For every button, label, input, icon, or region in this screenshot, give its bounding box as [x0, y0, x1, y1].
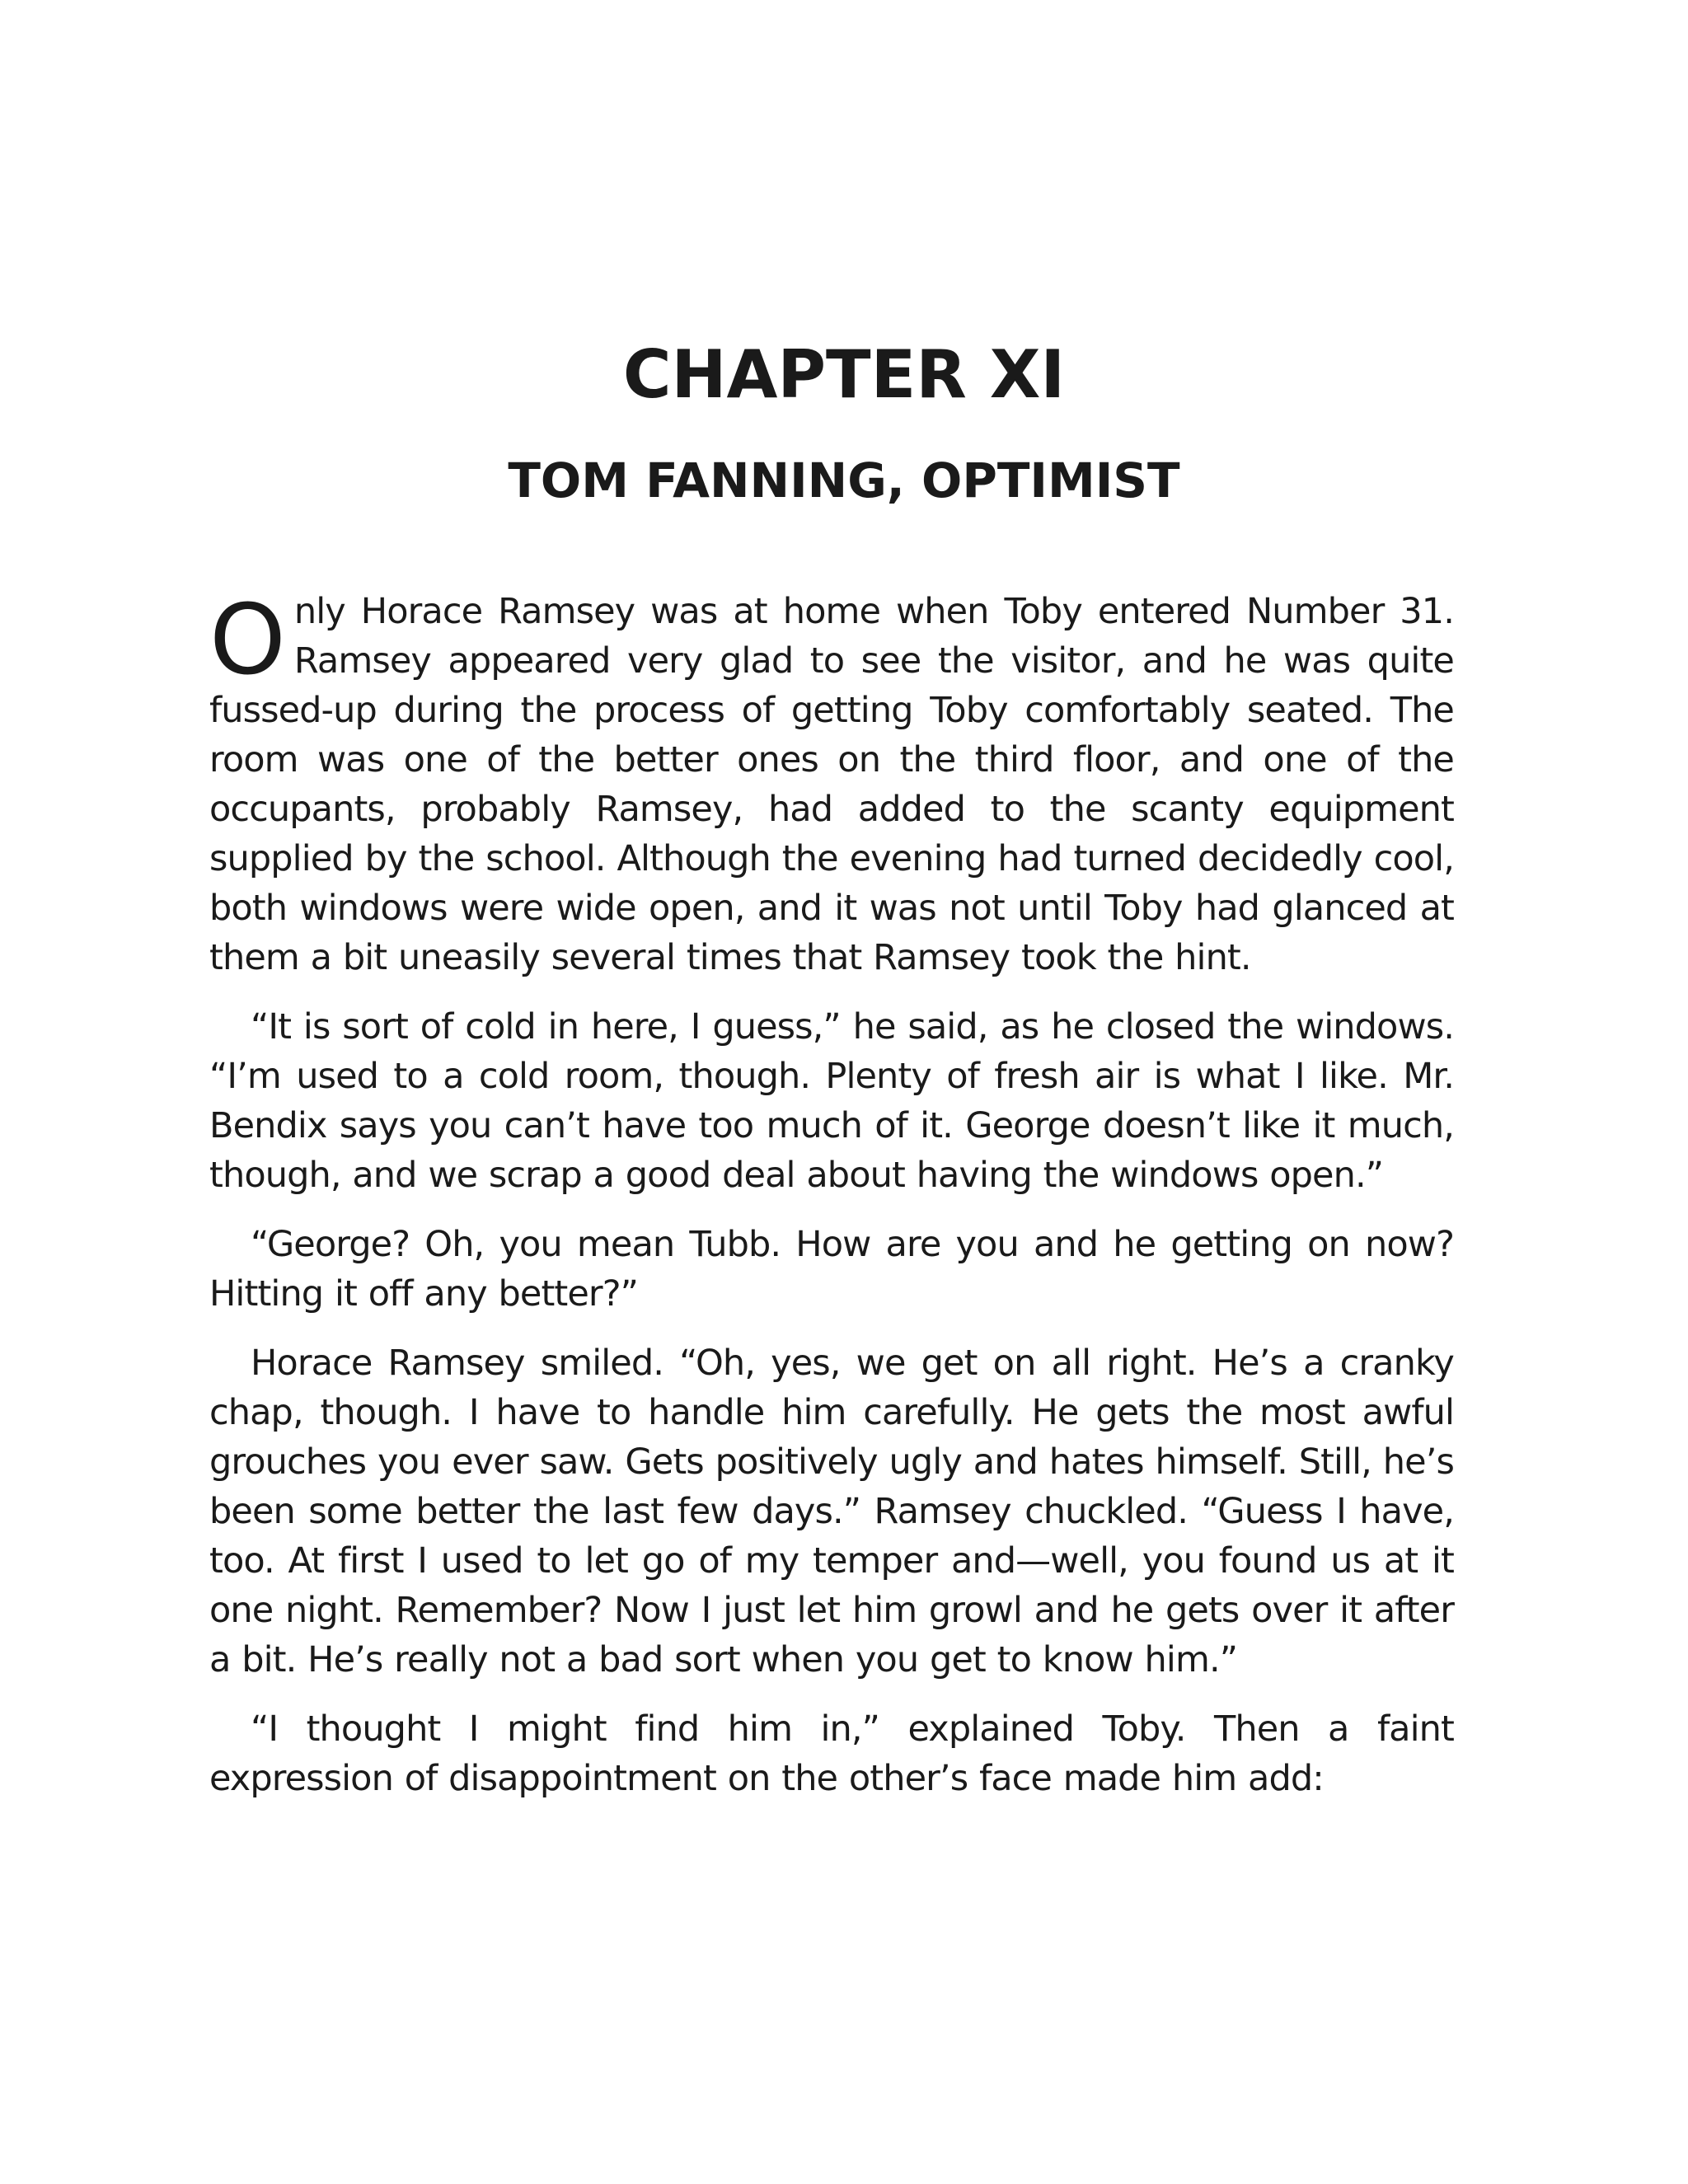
chapter-number: CHAPTER XI	[622, 336, 1066, 413]
paragraph-1	[209, 583, 1454, 982]
chapter-title: TOM FANNING, OPTIMIST	[508, 452, 1180, 509]
chapter-body	[209, 583, 1454, 1823]
paragraph-5: “I thought I might find him in,” explained Toby. Then a faint expression of disappointment on the other’s face made him add:	[209, 1708, 1454, 1799]
paragraph-3: “George? Oh, you mean Tubb. How are you and he getting on now? Hitting it off any better?”	[209, 1224, 1454, 1315]
paragraph-text: nly Horace Ramsey was at home when Toby entered Number 31. Ramsey appeared very glad to see the visitor, and he was quite fussed-up during the process of getting Toby comfortably seated. The room was one of the better ones on the third floor, and one of the occupants, probably Ramsey, had added to the scanty equipment supplied by the school. Although the evening had turned decidedly cool, both windows were wide open, and it was not until Toby had glanced at them a bit uneasily several times that Ramsey took the hint.	[209, 591, 1454, 978]
drop-cap: O	[209, 583, 286, 696]
paragraph-4: Horace Ramsey smiled. “Oh, yes, we get on all right. He’s a cranky chap, though. I have to handle him carefully. He gets the most awful grouches you ever saw. Gets positively ugly and hates himself. Still, he’s been some better the last few days.” Ramsey chuckled. “Guess I have, too. At first I used to let go of my temper and—well, you found us at it one night. Remember? Now I just let him growl and he gets over it after a bit. He’s really not a bad sort when you get to know him.”	[209, 1343, 1454, 1680]
paragraph-2: “It is sort of cold in here, I guess,” he said, as he closed the windows. “I’m used to a cold room, though. Plenty of fresh air is what I like. Mr. Bendix says you can’t have too much of it. George doesn’t like it much, though, and we scrap a good deal about having the windows open.”	[209, 1006, 1454, 1196]
